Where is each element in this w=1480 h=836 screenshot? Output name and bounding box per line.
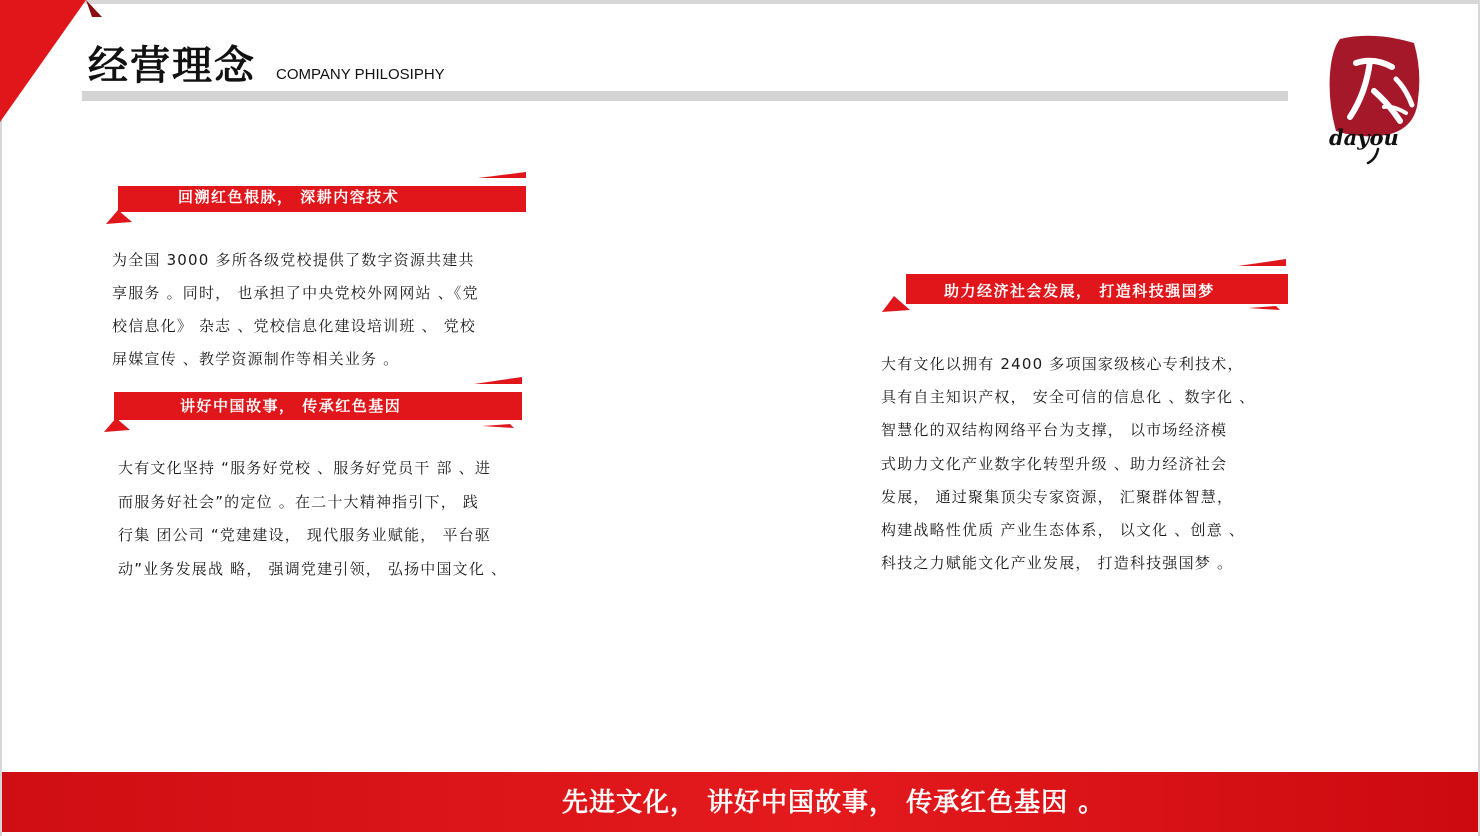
text-line: 科技之力赋能文化产业发展， 打造科技强国梦 。 [881,554,1234,573]
page-subtitle: COMPANY PHILOSIPHY [276,66,445,83]
text-line: 式助力文化产业数字化转型升级 、助力经济社会 [881,454,1228,473]
section-heading: 讲好中国故事， 传承红色基因 [180,397,402,415]
text-line: 发展， 通过聚集顶尖专家资源， 汇聚群体智慧， [881,487,1234,506]
text-line: 具有自主知识产权， 安全可信的信息化 、数字化 、 [881,388,1256,407]
section-ribbon-1 [104,170,528,226]
text-line: 智慧化的双结构网络平台为支撑， 以市场经济模 [881,421,1228,440]
text-line: 大有文化坚持 “服务好党校 、服务好党员干 部 、进 [118,459,492,477]
section-heading: 助力经济社会发展， 打造科技强国梦 [944,282,1215,300]
text-line: 为全国 3000 多所各级党校提供了数字资源共建共 [112,251,475,269]
section-ribbon-3 [880,256,1290,316]
footer-banner [2,772,1478,832]
section-text-2 [118,452,507,586]
text-line: 行集 团公司 “党建建设， 现代服务业赋能， 平台驱 [118,526,492,544]
text-line: 大有文化以拥有 2400 多项国家级核心专利技术， [881,355,1244,373]
text-line: 享服务 。同时， 也承担了中央党校外网网站 、《党 [112,284,479,302]
page-title: 经营理念 [88,43,256,89]
text-line: 校信息化》 杂志 、党校信息化建设培训班 、 党校 [112,317,477,335]
text-line: 屏媒宣传 、教学资源制作等相关业务 。 [112,350,400,368]
section-text-1 [112,244,479,376]
title-underline-bar [82,91,1288,101]
dayou-logo [1326,33,1426,167]
text-line: 动”业务发展战 略， 强调党建引领， 弘扬中国文化 、 [118,559,508,578]
section-ribbon-2 [102,374,526,434]
text-line: 构建战略性优质 产业生态体系， 以文化 、创意 、 [881,521,1246,540]
text-line: 而服务好社会”的定位 。在二十大精神指引下， 践 [118,492,480,511]
section-text-3 [881,348,1255,580]
section-heading: 回溯红色根脉， 深耕内容技术 [178,188,400,206]
footer-slogan: 先进文化， 讲好中国故事， 传承红色基因 。 [562,788,1106,818]
svg-text:dayou: dayou [1329,125,1399,150]
